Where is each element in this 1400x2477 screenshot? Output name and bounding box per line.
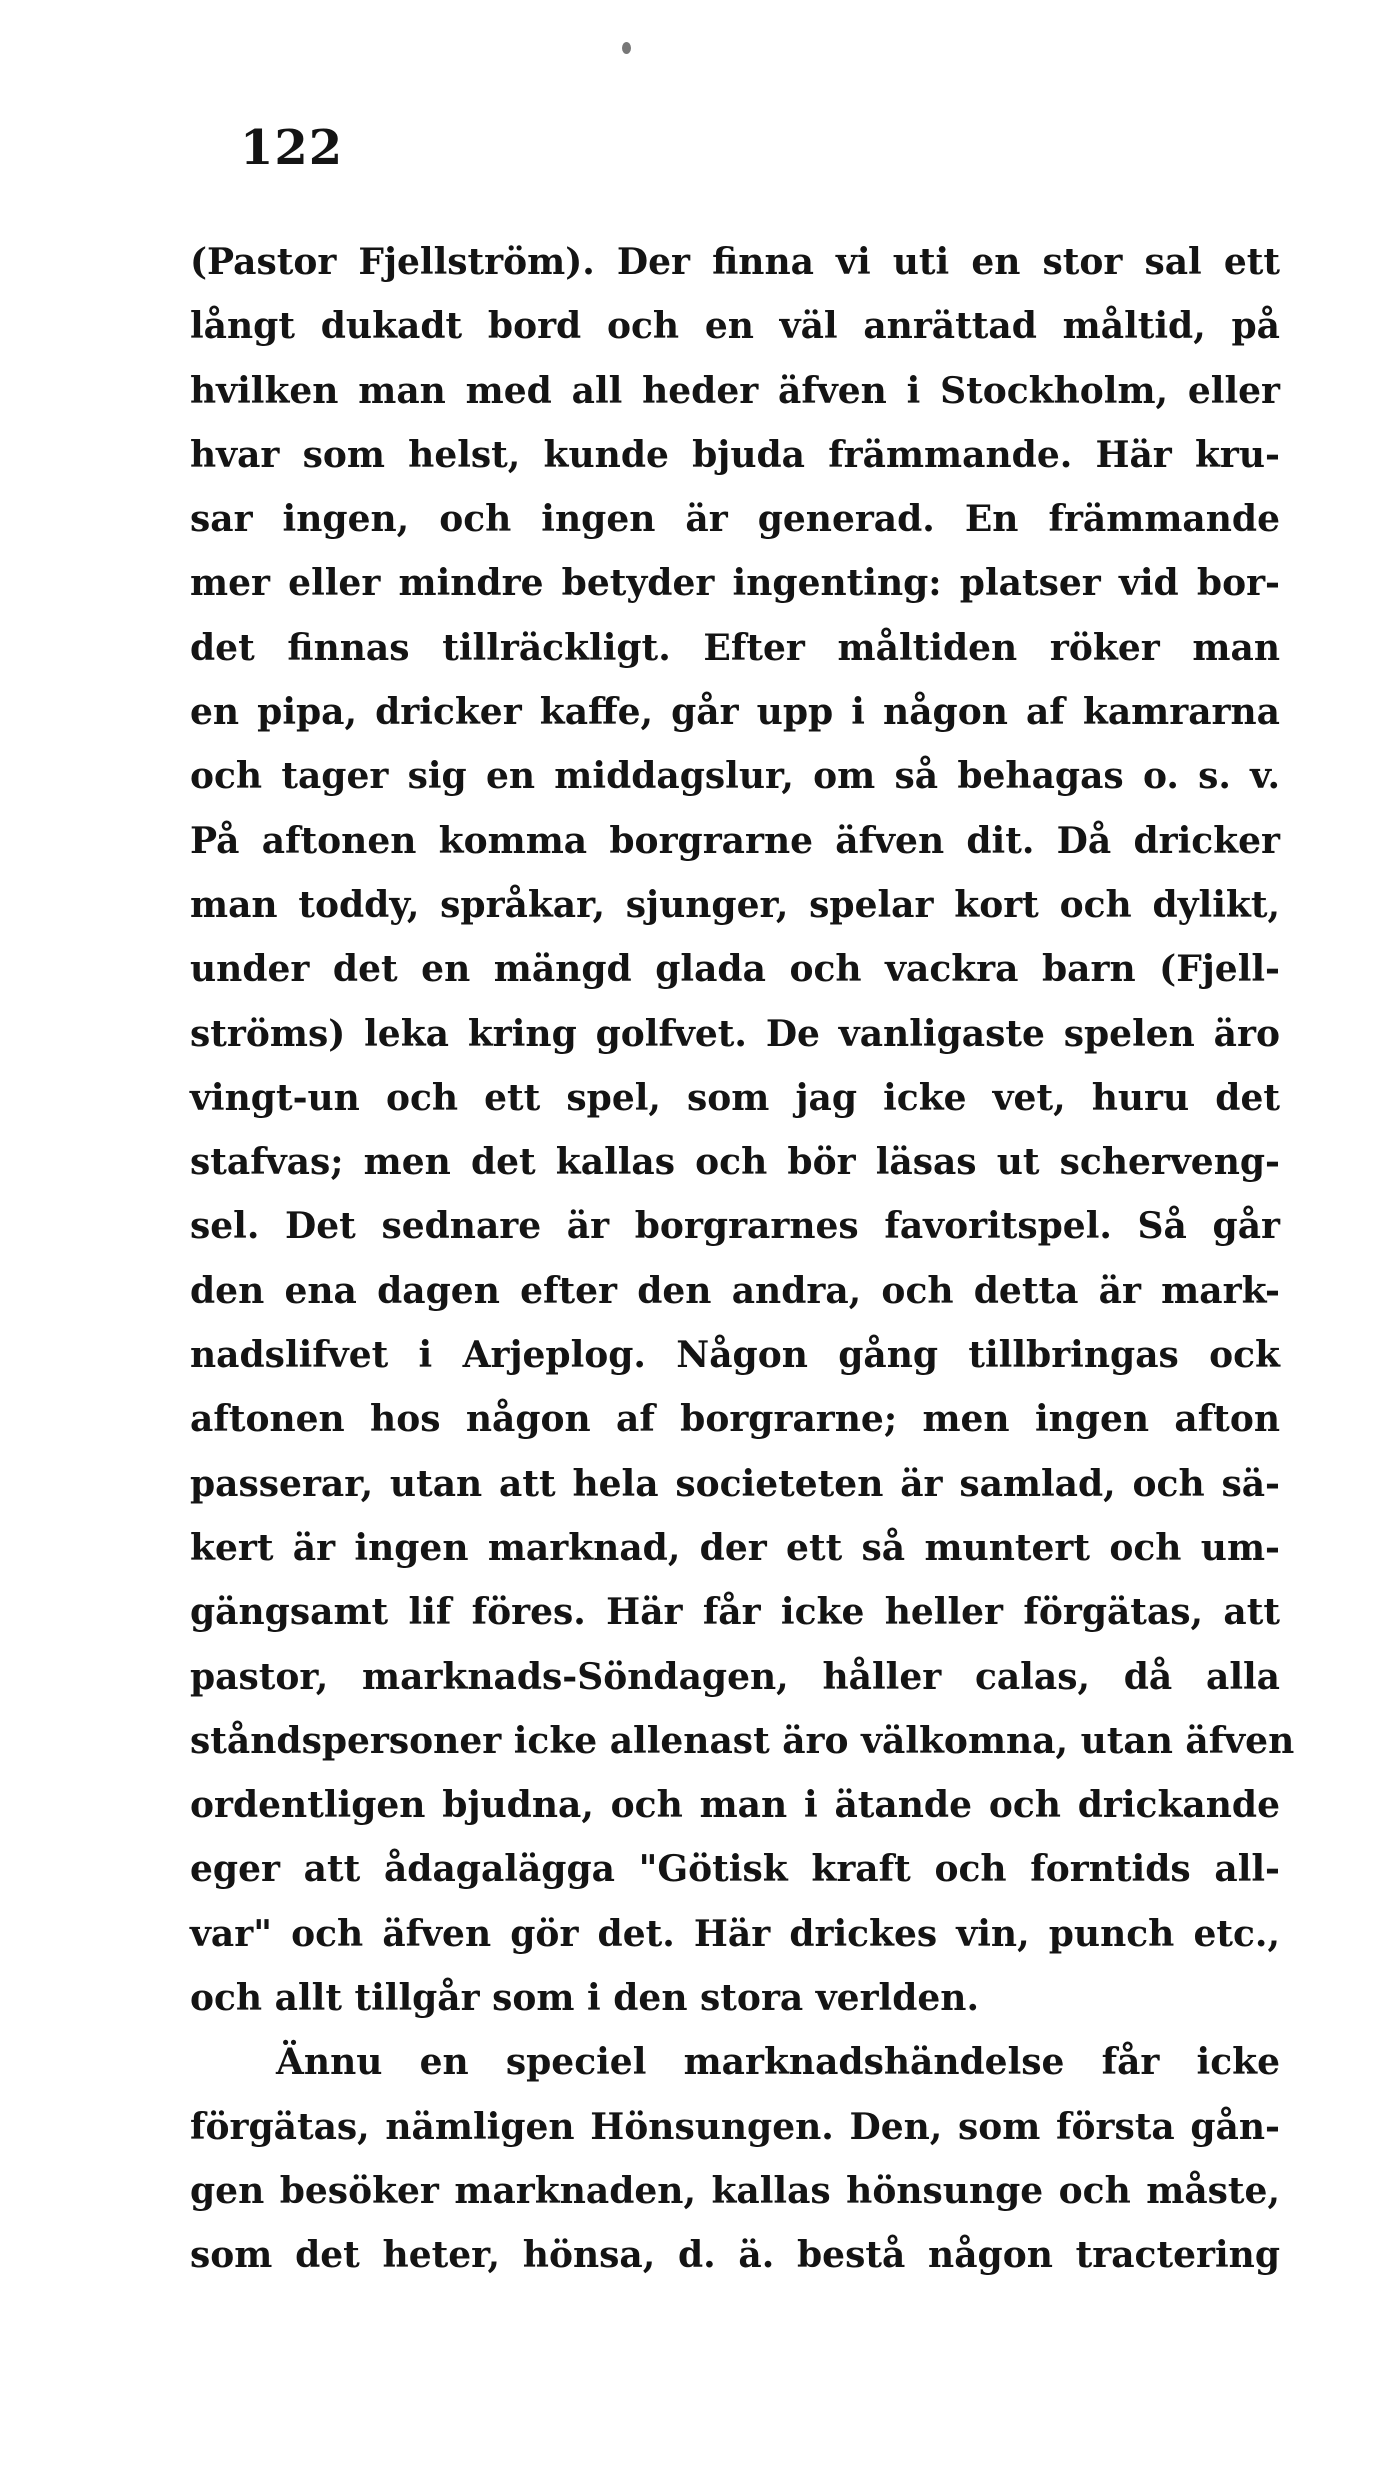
text-line: ordentligen bjudna, och man i ätande och drickande bbox=[190, 1784, 1280, 1827]
text-line: sar ingen, och ingen är generad. En främmande bbox=[190, 498, 1280, 541]
text-line: hvar som helst, kunde bjuda främmande. Här kru- bbox=[190, 433, 1280, 476]
text-line: passerar, utan att hela societeten är samlad, och sä- bbox=[190, 1462, 1280, 1505]
text-line: mer eller mindre betyder ingenting: platser vid bor- bbox=[190, 562, 1280, 605]
text-line-paragraph-start: Ännu en speciel marknadshändelse får icke bbox=[276, 2041, 1280, 2084]
text-line: kert är ingen marknad, der ett så muntert och um- bbox=[190, 1526, 1280, 1569]
text-line: som det heter, hönsa, d. ä. bestå någon tractering bbox=[190, 2234, 1280, 2277]
text-line: den ena dagen efter den andra, och detta är mark- bbox=[190, 1269, 1280, 1312]
text-line: (Pastor Fjellström). Der finna vi uti en stor sal ett bbox=[190, 241, 1280, 283]
text-line: sel. Det sednare är borgrarnes favoritspel. Så går bbox=[190, 1205, 1280, 1248]
text-line: vingt-un och ett spel, som jag icke vet, huru det bbox=[190, 1076, 1280, 1119]
text-line: och allt tillgår som i den stora verlden. bbox=[190, 1977, 980, 2020]
text-line: det finnas tillräckligt. Efter måltiden röker man bbox=[190, 626, 1280, 669]
text-line: och tager sig en middagslur, om så behagas o. s. v. bbox=[190, 755, 1280, 798]
text-line: under det en mängd glada och vackra barn (Fjell- bbox=[190, 948, 1280, 991]
ink-speck bbox=[622, 42, 631, 54]
text-line: hvilken man med all heder äfven i Stockholm, eller bbox=[190, 369, 1280, 412]
text-line: förgätas, nämligen Hönsungen. Den, som första gån- bbox=[190, 2105, 1280, 2148]
text-line: gängsamt lif föres. Här får icke heller förgätas, att bbox=[190, 1591, 1280, 1634]
text-line: nadslifvet i Arjeplog. Någon gång tillbringas ock bbox=[190, 1334, 1280, 1377]
text-line: man toddy, språkar, sjunger, spelar kort och dylikt, bbox=[190, 883, 1280, 926]
text-line: ströms) leka kring golfvet. De vanligaste spelen äro bbox=[190, 1012, 1280, 1055]
body-text bbox=[190, 230, 1295, 2288]
text-line: ståndspersoner icke allenast äro välkomna, utan äfven bbox=[190, 1719, 1295, 1762]
text-line: stafvas; men det kallas och bör läsas ut scherveng- bbox=[190, 1141, 1280, 1184]
page-number: 122 bbox=[240, 120, 344, 176]
text-line: långt dukadt bord och en väl anrättad måltid, på bbox=[190, 305, 1280, 348]
text-line: På aftonen komma borgrarne äfven dit. Då dricker bbox=[190, 819, 1280, 862]
text-line: gen besöker marknaden, kallas hönsunge och måste, bbox=[190, 2169, 1280, 2212]
text-line: eger att ådagalägga "Götisk kraft och forntids all- bbox=[190, 1848, 1280, 1891]
text-line: pastor, marknads-Söndagen, håller calas, då alla bbox=[190, 1655, 1280, 1698]
text-line: var" och äfven gör det. Här drickes vin, punch etc., bbox=[190, 1912, 1280, 1955]
text-line: aftonen hos någon af borgrarne; men ingen afton bbox=[190, 1398, 1280, 1441]
text-line: en pipa, dricker kaffe, går upp i någon af kamrarna bbox=[190, 691, 1280, 734]
